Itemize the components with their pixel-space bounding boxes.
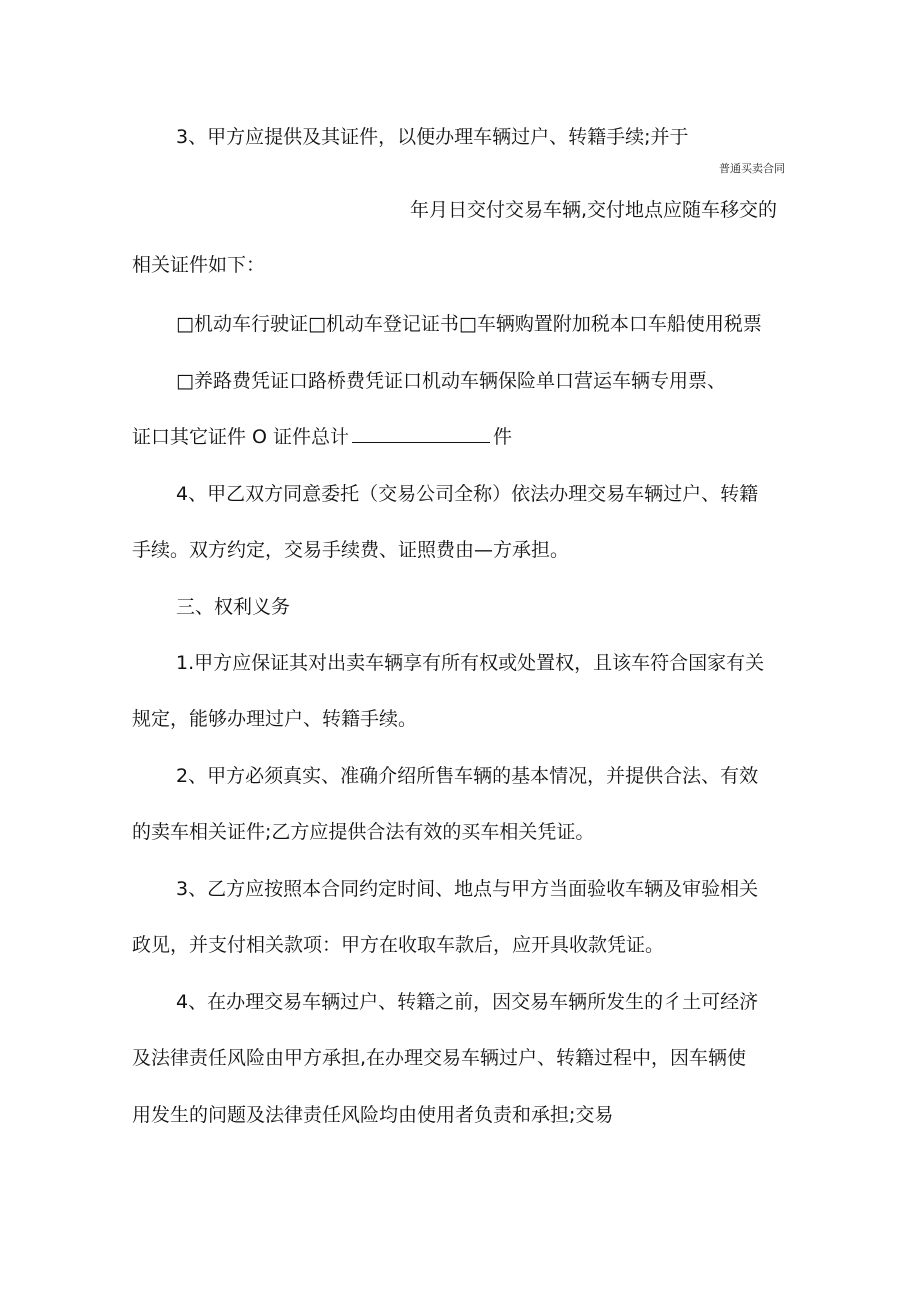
paragraph-line: 用发生的问题及法律责任风险均由使用者负责和承担;交易 (132, 1104, 614, 1126)
paragraph-line: 4、甲乙双方同意委托（交易公司全称）依法办理交易车辆过户、转籍 (176, 483, 759, 505)
paragraph-line: 规定，能够办理过户、转籍手续。 (132, 708, 418, 730)
paragraph-line: 3、甲方应提供及其证件，以便办理车辆过户、转籍手续;并于 (176, 126, 689, 148)
paragraph-line: 的卖车相关证件;乙方应提供合法有效的买车相关凭证。 (132, 821, 595, 843)
paragraph-line: 2、甲方必须真实、准确介绍所售车辆的基本情况，并提供合法、有效 (176, 765, 759, 787)
paragraph-line: 4、在办理交易车辆过户、转籍之前，因交易车辆所发生的彳土可经济 (176, 991, 759, 1013)
certificate-total-label: 证口其它证件 O 证件总计 (132, 426, 350, 448)
checkbox-list-line: □养路费凭证口路桥费凭证口机动车辆保险单口营运车辆专用票、 (176, 370, 726, 392)
section-heading: 三、权利义务 (176, 596, 291, 618)
header-note: 普通买卖合同 (719, 162, 785, 175)
paragraph-line: 手续。双方约定，交易手续费、证照费由—方承担。 (132, 539, 570, 561)
paragraph-line: 政见，并支付相关款项：甲方在收取车款后，应开具收款凭证。 (132, 934, 665, 956)
paragraph-line: 年月日交付交易车辆,交付地点应随车移交的 (410, 199, 778, 221)
paragraph-line: 相关证件如下： (132, 254, 266, 276)
paragraph-line: 3、乙方应按照本合同约定时间、地点与甲方当面验收车辆及审验相关 (176, 878, 759, 900)
certificate-total-unit: 件 (493, 426, 513, 448)
paragraph-line: 及法律责任风险由甲方承担,在办理交易车辆过户、转籍过程中，因车辆使 (132, 1047, 747, 1069)
checkbox-list-line: □机动车行驶证□机动车登记证书□车辆购置附加税本口车船使用税票 (176, 313, 762, 335)
certificate-total-line (132, 424, 512, 450)
paragraph-line: 1.甲方应保证其对出卖车辆享有所有权或处置权，且该车符合国家有关 (176, 652, 765, 674)
blank-line (352, 424, 490, 443)
